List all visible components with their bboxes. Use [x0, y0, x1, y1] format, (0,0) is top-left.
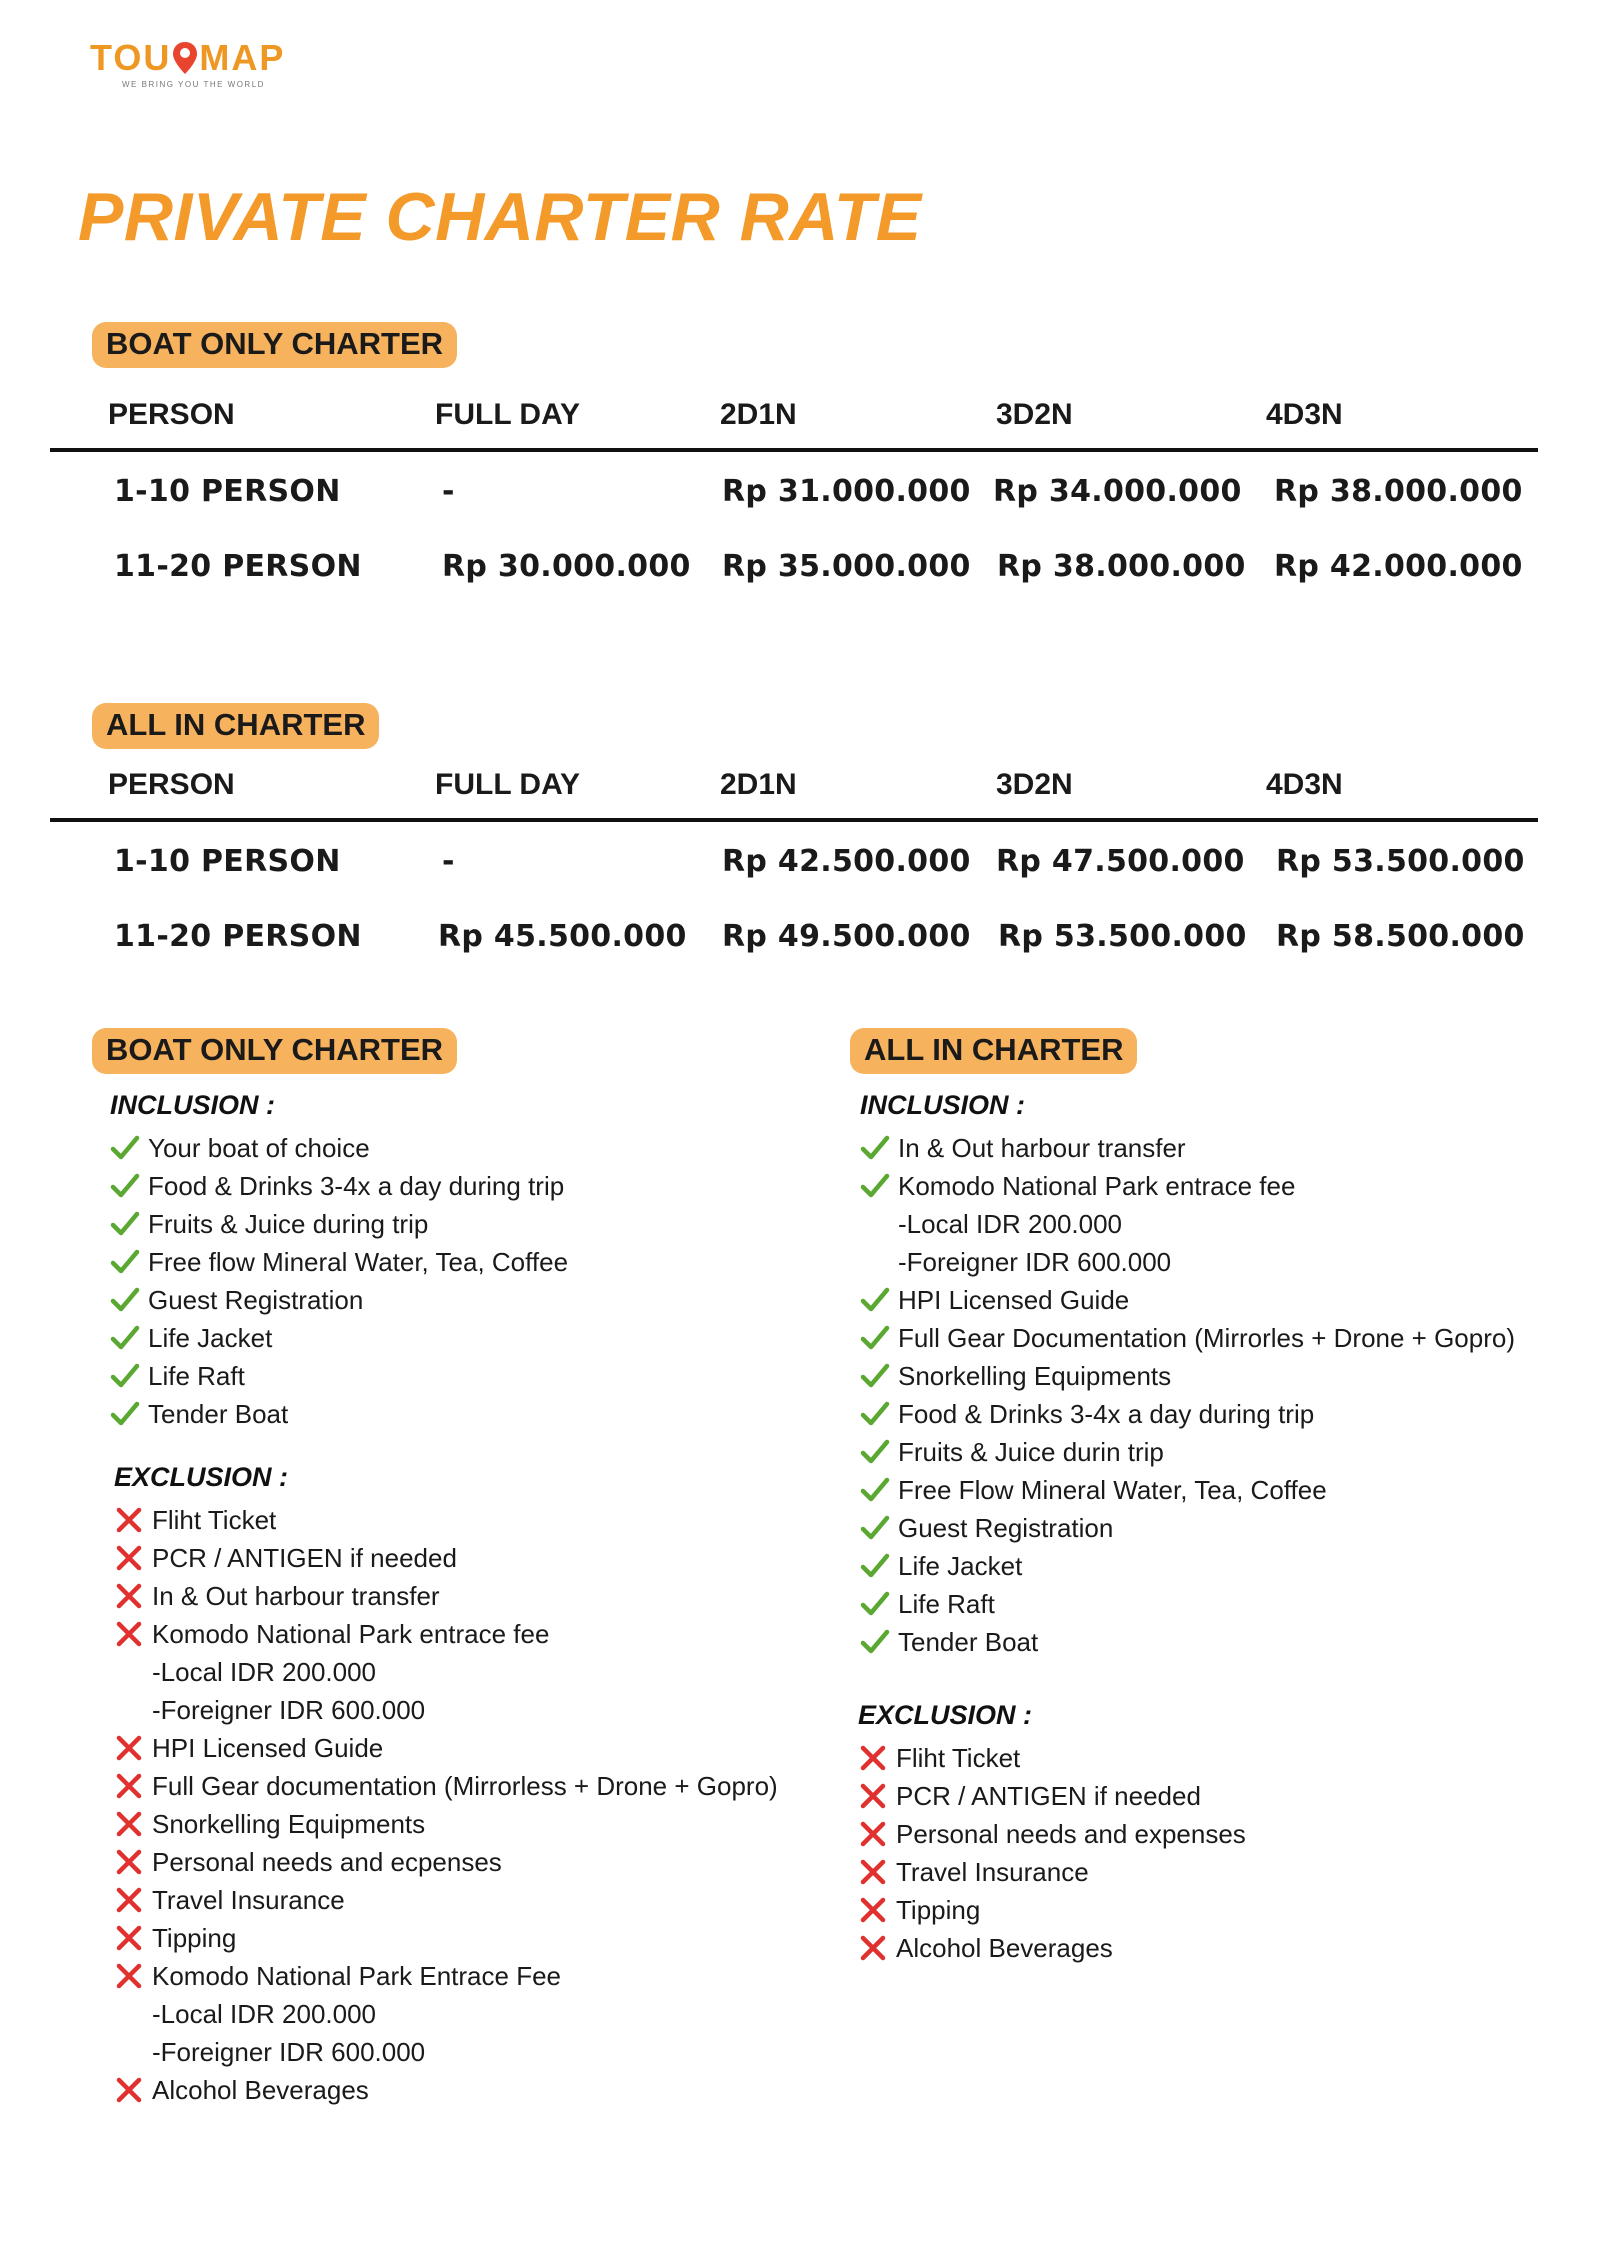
list-item-label: Komodo National Park Entrace Fee — [152, 1961, 561, 1991]
cross-icon — [114, 1543, 144, 1573]
all-in-exclusion — [858, 1700, 1246, 1967]
list-item — [114, 1729, 778, 1767]
exclusion-heading: EXCLUSION : — [858, 1700, 1033, 1730]
cross-icon — [114, 1505, 144, 1535]
list-item-label: Food & Drinks 3-4x a day during trip — [148, 1171, 565, 1201]
check-icon — [860, 1285, 890, 1315]
check-icon — [860, 1589, 890, 1619]
col-header-full-day: FULL DAY — [435, 768, 581, 801]
list-item-label: In & Out harbour transfer — [898, 1133, 1186, 1163]
rate-table-header — [50, 762, 1538, 822]
list-item-label: Fruits & Juice durin trip — [898, 1437, 1164, 1467]
exclusion-heading: EXCLUSION : — [114, 1462, 289, 1492]
list-subitem: -Local IDR 200.000 — [152, 1999, 377, 2029]
list-item-label: Tipping — [152, 1923, 237, 1953]
cross-icon — [114, 1885, 144, 1915]
cell-3d2n: Rp 38.000.000 — [997, 549, 1246, 584]
logo-wordmark: TOU MAP — [90, 37, 286, 78]
cell-2d1n: Rp 42.500.000 — [722, 844, 971, 879]
list-subitem: -Local IDR 200.000 — [152, 1657, 377, 1687]
list-item — [860, 1433, 1515, 1471]
cross-icon — [114, 1733, 144, 1763]
all-in-inclusion — [860, 1090, 1515, 1661]
list-item — [110, 1129, 568, 1167]
cross-icon — [858, 1895, 888, 1925]
cross-icon — [114, 1771, 144, 1801]
check-icon — [110, 1323, 140, 1353]
list-item — [114, 2071, 778, 2109]
section-badge-all-in-details: ALL IN CHARTER — [850, 1028, 1137, 1074]
list-item-label: Komodo National Park entrace fee — [898, 1171, 1296, 1201]
cell-person: 11-20 PERSON — [114, 919, 362, 954]
cell-person: 1-10 PERSON — [114, 844, 341, 879]
list-item-label: Food & Drinks 3-4x a day during trip — [898, 1399, 1315, 1429]
list-item — [114, 1577, 778, 1615]
col-header-person: PERSON — [108, 398, 235, 431]
list-item — [110, 1243, 568, 1281]
check-icon — [860, 1133, 890, 1163]
list-item — [110, 1167, 568, 1205]
list-item-label: Life Raft — [898, 1589, 995, 1619]
cell-4d3n: Rp 53.500.000 — [1276, 844, 1525, 879]
list-item — [858, 1815, 1246, 1853]
map-pin-icon — [172, 41, 198, 75]
list-item-label: Tender Boat — [148, 1399, 289, 1429]
list-item — [860, 1623, 1515, 1661]
list-item — [860, 1281, 1515, 1319]
list-item-label: Alcohol Beverages — [152, 2075, 369, 2105]
rate-table-all-in — [50, 762, 1538, 994]
check-icon — [860, 1551, 890, 1581]
table-row — [50, 919, 1538, 994]
list-item — [860, 1319, 1515, 1357]
list-item-label: HPI Licensed Guide — [152, 1733, 384, 1763]
list-item — [114, 1919, 778, 1957]
list-item-label: Fruits & Juice during trip — [148, 1209, 429, 1239]
cross-icon — [858, 1743, 888, 1773]
list-item — [110, 1395, 568, 1433]
list-item — [858, 1853, 1246, 1891]
list-item — [860, 1129, 1515, 1167]
list-item-label: Personal needs and ecpenses — [152, 1847, 502, 1877]
list-item — [114, 1957, 778, 1995]
list-item-label: In & Out harbour transfer — [152, 1581, 440, 1611]
col-header-4d3n: 4D3N — [1266, 398, 1343, 431]
list-item-label: Life Jacket — [898, 1551, 1023, 1581]
inclusion-heading: INCLUSION : — [860, 1090, 1025, 1120]
col-header-full-day: FULL DAY — [435, 398, 581, 431]
cross-icon — [858, 1933, 888, 1963]
list-item-label: Free Flow Mineral Water, Tea, Coffee — [898, 1475, 1327, 1505]
table-row — [50, 549, 1538, 624]
cross-icon — [114, 1809, 144, 1839]
list-item — [114, 1843, 778, 1881]
list-item — [110, 1205, 568, 1243]
cross-icon — [114, 1923, 144, 1953]
list-item-label: HPI Licensed Guide — [898, 1285, 1130, 1315]
list-item-label: Snorkelling Equipments — [898, 1361, 1172, 1391]
list-item — [858, 1891, 1246, 1929]
check-icon — [110, 1171, 140, 1201]
cross-icon — [114, 1961, 144, 1991]
list-item-label: Personal needs and expenses — [896, 1819, 1246, 1849]
list-item — [110, 1319, 568, 1357]
list-item-label: Alcohol Beverages — [896, 1933, 1113, 1963]
page-title: PRIVATE CHARTER RATE — [78, 179, 922, 255]
list-item-label: Komodo National Park entrace fee — [152, 1619, 550, 1649]
list-item — [114, 1767, 778, 1805]
list-item — [858, 1929, 1246, 1967]
check-icon — [110, 1285, 140, 1315]
list-subitem: -Foreigner IDR 600.000 — [898, 1247, 1172, 1277]
cell-person: 1-10 PERSON — [114, 474, 341, 509]
col-header-2d1n: 2D1N — [720, 398, 797, 431]
check-icon — [860, 1513, 890, 1543]
check-icon — [860, 1475, 890, 1505]
list-item-label: PCR / ANTIGEN if needed — [896, 1781, 1201, 1811]
cell-full-day: Rp 30.000.000 — [442, 549, 691, 584]
list-item-label: Guest Registration — [898, 1513, 1114, 1543]
check-icon — [860, 1627, 890, 1657]
brand-logo — [90, 38, 330, 98]
list-item-label: Snorkelling Equipments — [152, 1809, 426, 1839]
cell-4d3n: Rp 38.000.000 — [1274, 474, 1523, 509]
list-item-label: Fliht Ticket — [152, 1505, 277, 1535]
list-item — [860, 1471, 1515, 1509]
list-item — [114, 1615, 778, 1653]
cell-3d2n: Rp 47.500.000 — [996, 844, 1245, 879]
col-header-3d2n: 3D2N — [996, 398, 1073, 431]
cell-full-day: - — [442, 474, 455, 509]
list-item — [860, 1357, 1515, 1395]
section-badge-boat-only: BOAT ONLY CHARTER — [92, 322, 457, 368]
cross-icon — [114, 1619, 144, 1649]
check-icon — [110, 1361, 140, 1391]
rate-table-boat-only — [50, 392, 1538, 624]
cross-icon — [858, 1781, 888, 1811]
col-header-4d3n: 4D3N — [1266, 768, 1343, 801]
cell-2d1n: Rp 31.000.000 — [722, 474, 971, 509]
col-header-3d2n: 3D2N — [996, 768, 1073, 801]
rate-table-header — [50, 392, 1538, 452]
list-item — [858, 1739, 1246, 1777]
logo-tagline: WE BRING YOU THE WORLD — [122, 80, 265, 89]
cross-icon — [114, 2075, 144, 2105]
list-item-label: Life Raft — [148, 1361, 245, 1391]
list-item — [110, 1281, 568, 1319]
check-icon — [110, 1399, 140, 1429]
check-icon — [110, 1247, 140, 1277]
list-item — [860, 1585, 1515, 1623]
list-item-label: Tender Boat — [898, 1627, 1039, 1657]
list-item — [860, 1547, 1515, 1585]
section-badge-boat-only-details: BOAT ONLY CHARTER — [92, 1028, 457, 1074]
list-item — [110, 1357, 568, 1395]
list-subitem: -Local IDR 200.000 — [898, 1209, 1123, 1239]
boat-only-exclusion — [114, 1462, 778, 2109]
list-subitem: -Foreigner IDR 600.000 — [152, 2037, 426, 2067]
cell-person: 11-20 PERSON — [114, 549, 362, 584]
cross-icon — [858, 1819, 888, 1849]
list-item-label: Tipping — [896, 1895, 981, 1925]
list-item-label: PCR / ANTIGEN if needed — [152, 1543, 457, 1573]
cross-icon — [114, 1847, 144, 1877]
list-item-label: Free flow Mineral Water, Tea, Coffee — [148, 1247, 569, 1277]
check-icon — [860, 1171, 890, 1201]
cell-3d2n: Rp 53.500.000 — [998, 919, 1247, 954]
boat-only-inclusion — [110, 1090, 568, 1433]
col-header-person: PERSON — [108, 768, 235, 801]
col-header-2d1n: 2D1N — [720, 768, 797, 801]
cell-4d3n: Rp 42.000.000 — [1274, 549, 1523, 584]
cross-icon — [858, 1857, 888, 1887]
cell-3d2n: Rp 34.000.000 — [993, 474, 1242, 509]
list-item — [860, 1395, 1515, 1433]
cell-full-day: - — [442, 844, 455, 879]
cell-full-day: Rp 45.500.000 — [438, 919, 687, 954]
check-icon — [860, 1323, 890, 1353]
inclusion-heading: INCLUSION : — [110, 1090, 275, 1120]
table-row — [50, 474, 1538, 549]
list-item — [858, 1777, 1246, 1815]
list-item-label: Guest Registration — [148, 1285, 364, 1315]
list-item — [860, 1509, 1515, 1547]
list-item-label: Full Gear documentation (Mirrorless + Drone + Gopro) — [152, 1771, 778, 1801]
table-row — [50, 844, 1538, 919]
cell-2d1n: Rp 35.000.000 — [722, 549, 971, 584]
check-icon — [110, 1133, 140, 1163]
cross-icon — [114, 1581, 144, 1611]
list-item-label: Life Jacket — [148, 1323, 273, 1353]
list-item — [114, 1881, 778, 1919]
section-badge-all-in: ALL IN CHARTER — [92, 703, 379, 749]
list-item — [114, 1539, 778, 1577]
list-subitem: -Foreigner IDR 600.000 — [152, 1695, 426, 1725]
list-item-label: Travel Insurance — [152, 1885, 345, 1915]
list-item — [114, 1501, 778, 1539]
check-icon — [860, 1361, 890, 1391]
cell-2d1n: Rp 49.500.000 — [722, 919, 971, 954]
list-item-label: Travel Insurance — [896, 1857, 1089, 1887]
list-item-label: Full Gear Documentation (Mirrorles + Drone + Gopro) — [898, 1323, 1516, 1353]
check-icon — [110, 1209, 140, 1239]
list-item — [860, 1167, 1515, 1205]
cell-4d3n: Rp 58.500.000 — [1276, 919, 1525, 954]
list-item-label: Fliht Ticket — [896, 1743, 1021, 1773]
list-item — [114, 1805, 778, 1843]
check-icon — [860, 1399, 890, 1429]
check-icon — [860, 1437, 890, 1467]
list-item-label: Your boat of choice — [148, 1133, 370, 1163]
